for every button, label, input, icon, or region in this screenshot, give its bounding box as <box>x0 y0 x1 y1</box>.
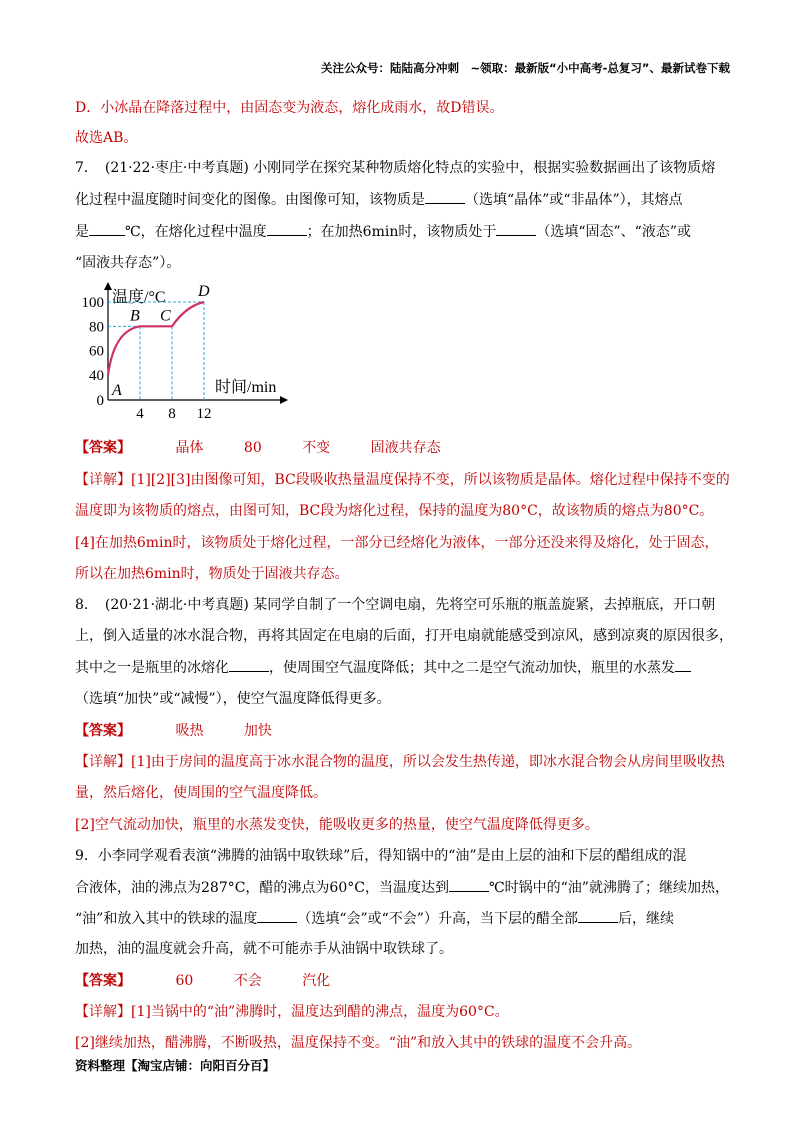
blank <box>257 908 297 923</box>
y-tick-label: 100 <box>81 295 104 311</box>
q9-answer: 【答案】 60 不会 汽化 <box>75 973 331 989</box>
q9-detail2: [2]继续加热，醋沸腾，不断吸热，温度保持不变。“油”和放入其中的铁球的温度不会升高。 <box>75 1035 642 1051</box>
point-label-c: C <box>160 307 171 325</box>
prev-explanation-d: D．小冰晶在降落过程中，由固态变为液态，熔化成雨水，故D错误。 <box>75 100 504 116</box>
q7-answer: 【答案】 晶体 80 不变 固液共存态 <box>75 440 441 456</box>
q8-answer: 【答案】 吸热 加快 <box>75 723 272 739</box>
q7-answer-4: 固液共存态 <box>370 440 441 456</box>
blank <box>229 657 269 672</box>
blank <box>578 908 618 923</box>
y-tick-label: 60 <box>89 343 104 360</box>
q9-line4: 加热，油的温度就会升高，就不可能赤手从油锅中取铁球了。 <box>75 941 453 957</box>
blank <box>425 189 465 204</box>
x-tick-label: 8 <box>168 406 176 422</box>
melting-curve <box>108 302 204 375</box>
q7-line3: 是 ℃，在熔化过程中温度 ；在加热6min时，该物质处于 （选填“固态”、“液态”或 <box>75 221 691 242</box>
blank <box>267 221 307 236</box>
q7-answer-2: 80 <box>243 440 262 456</box>
blank <box>496 221 536 236</box>
q9-answer-3: 汽化 <box>302 973 331 989</box>
page-header: 关注公众号：陆陆高分冲刺 ~领取：最新版“小中高考-总复习”、最新试卷下载 <box>320 61 730 75</box>
q8-line3: 其中之一是瓶里的冰熔化 ，使周围空气温度降低；其中之二是空气流动加快，瓶里的水蒸发 <box>75 657 691 678</box>
x-tick-label: 4 <box>136 406 144 422</box>
q8-answer-1: 吸热 <box>175 723 204 739</box>
q7-line2: 化过程中温度随时间变化的图像。由图像可知，该物质是 （选填“晶体”或“非晶体”），其熔点 <box>75 189 683 210</box>
x-axis-arrow <box>280 396 288 404</box>
q9-line2: 合液体，油的沸点为287°C，醋的沸点为60°C，当温度达到 ℃时锅中的“油”就沸腾了；继续加热， <box>75 877 729 898</box>
q8-answer-2: 加快 <box>243 723 272 739</box>
point-label-b: B <box>130 307 140 325</box>
point-label-a: A <box>112 382 122 399</box>
blank <box>449 877 489 892</box>
y-axis-arrow <box>104 282 112 290</box>
q9-answer-2: 不会 <box>233 973 262 989</box>
q7-detail4: 所以在加热6min时，物质处于固液共存态。 <box>75 566 349 582</box>
q7-line4: “固液共存态”）。 <box>75 255 181 271</box>
y-tick-label: 80 <box>89 319 104 336</box>
q7-detail1: 【详解】[1][2][3]由图像可知，BC段吸收热量温度保持不变，所以该物质是晶体。熔化过程中保持不变的 <box>75 472 730 488</box>
q7-answer-3: 不变 <box>302 440 331 456</box>
q8-line1: 8． (20·21·湖北·中考真题) 某同学自制了一个空调电扇，先将空可乐瓶的瓶盖旋紧，去掉瓶底，开口朝 <box>75 597 716 613</box>
q8-detail2: 量，然后熔化，使周围的空气温度降低。 <box>75 785 327 801</box>
q7-line1: 7． (21·22·枣庄·中考真题) 小刚同学在探究某种物质熔化特点的实验中，根据实验数据画出了该物质熔 <box>75 160 716 176</box>
q7-detail2: 温度即为该物质的熔点，由图可知，BC段为熔化过程，保持的温度为80°C，故该物质的熔点为80°C。 <box>75 503 714 519</box>
prev-choice: 故选AB。 <box>75 130 138 146</box>
q9-line1: 9．小李同学观看表演“沸腾的油锅中取铁球”后，得知锅中的“油”是由上层的油和下层的醋组成的混 <box>75 848 687 864</box>
q9-answer-1: 60 <box>175 973 194 989</box>
q7-detail3: [4]在加热6min时，该物质处于熔化过程，一部分已经熔化为液体，一部分还没来得及熔化，处于固态， <box>75 535 719 551</box>
x-tick-label: 12 <box>196 406 212 422</box>
blank <box>89 221 125 236</box>
page-footer: 资料整理【淘宝店铺：向阳百分百】 <box>75 1058 276 1073</box>
q9-line3: “油”和放入其中的铁球的温度 （选填“会”或“不会”）升高，当下层的醋全部 后，继续 <box>75 908 674 929</box>
q8-detail3: [2]空气流动加快，瓶里的水蒸发变快，能吸收更多的热量，使空气温度降低得更多。 <box>75 817 599 833</box>
q8-detail1: 【详解】[1]由于房间的温度高于冰水混合物的温度，所以会发生热传递，即冰水混合物会从房间里吸收热 <box>75 754 725 770</box>
blank <box>675 657 691 672</box>
y-axis-label: 温度/°C <box>112 289 166 306</box>
y-tick-label: 40 <box>89 368 104 384</box>
q8-line2: 上，倒入适量的冰水混合物，再将其固定在电扇的后面，打开电扇就能感受到凉风，感到凉爽的原因很多， <box>75 628 733 644</box>
x-axis-label: 时间/min <box>215 379 277 396</box>
q8-line4: （选填“加快”或“减慢”），使空气温度降低得更多。 <box>75 691 391 707</box>
q9-detail1: 【详解】[1]当锅中的“油”沸腾时，温度达到醋的沸点，温度为60°C。 <box>75 1004 509 1020</box>
y-tick-label: 0 <box>96 393 104 409</box>
q7-answer-1: 晶体 <box>175 440 204 456</box>
point-label-d: D <box>198 283 210 300</box>
temperature-time-chart <box>70 280 300 430</box>
